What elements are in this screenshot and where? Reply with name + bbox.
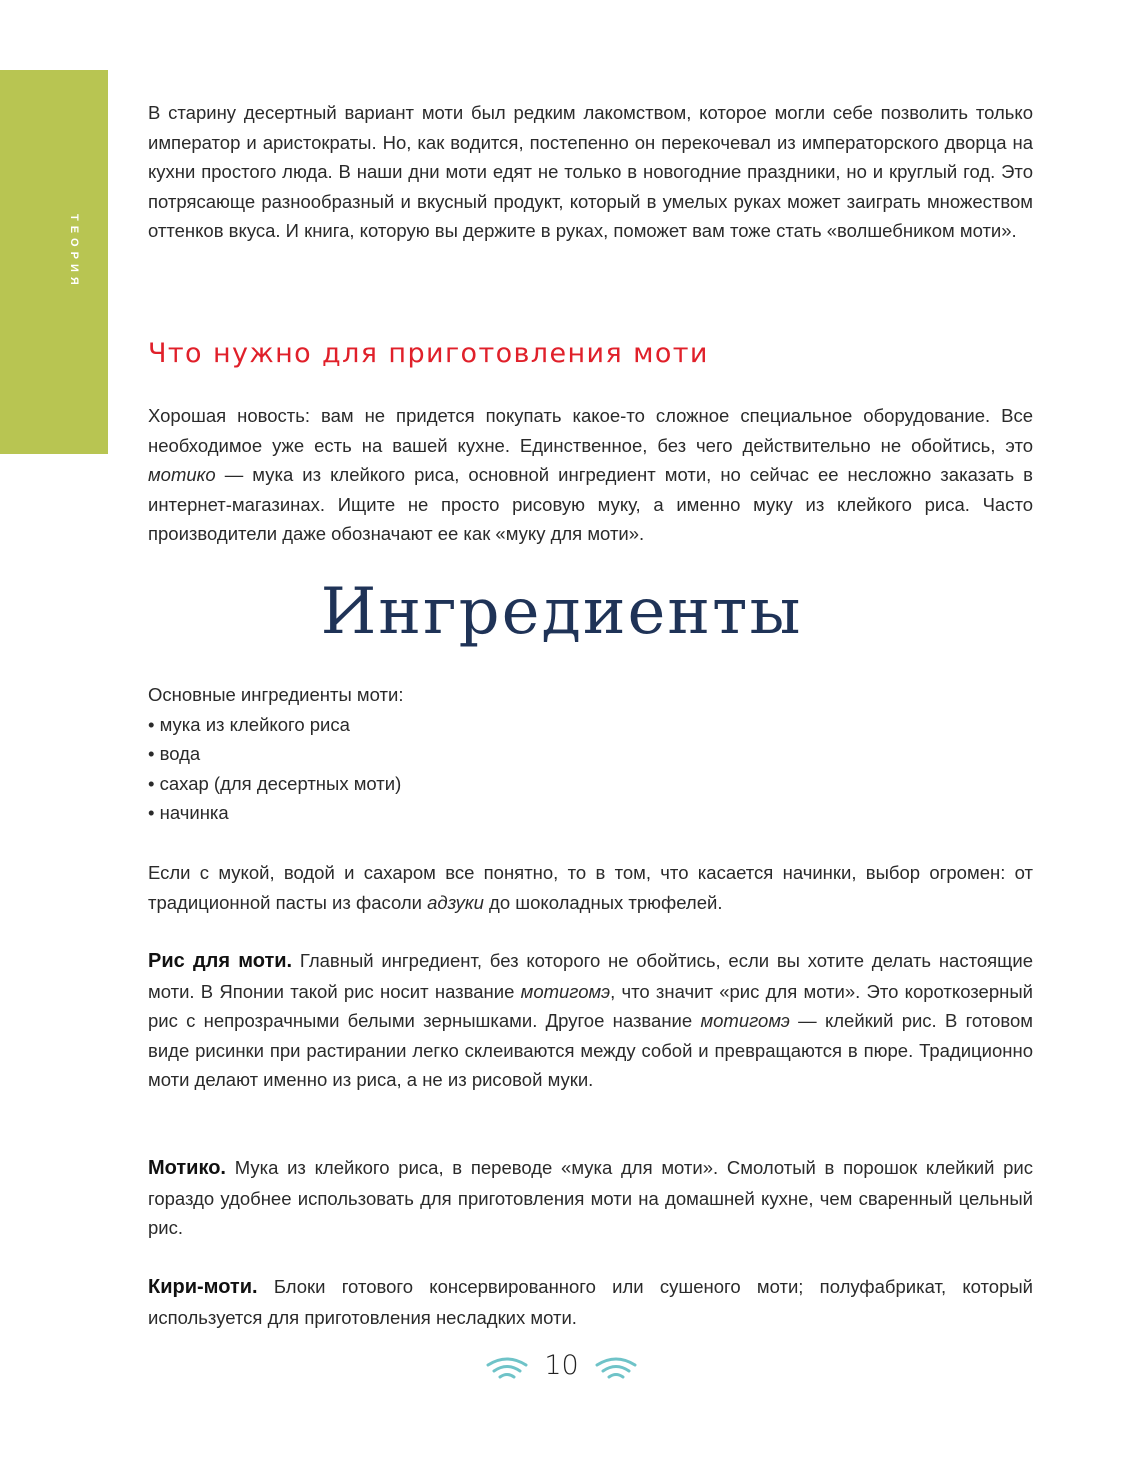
motiko-term: Мотико. [148,1157,226,1179]
page-footer [0,1346,1123,1390]
equipment-text-after: — мука из клейкого риса, основной ингредиент моти, но сейчас ее несложно заказать в интернет-магазинах. Ищите не просто рисовую муку, а именно муку из клейкого риса. Часто производители даже обозначают ее как «муку для моти». [148,464,1033,545]
equipment-term: мотико [148,464,216,486]
rice-text-1: Главный ингредиент, без которого не обойтись, если вы хотите делать настоящие моти. В Японии такой рис носит название [148,950,1033,1002]
equipment-text-before: Хорошая новость: вам не придется покупать какое-то сложное специальное оборудование. Все необходимое уже есть на вашей кухне. Единственное, без чего действительно не обойтись, это [148,405,1033,456]
list-item: • вода [148,743,201,765]
wave-icon [593,1355,639,1381]
list-item: • мука из клейкого риса [148,713,350,735]
rice-text-2: , что значит «рис для моти». Это короткозерный рис с непрозрачными белыми зернышками. Другое название [148,980,1033,1032]
ingredients-list [148,680,1033,828]
equipment-heading: Что нужно для приготовления моти [148,338,709,369]
rice-paragraph [148,946,1033,1095]
kiri-term: Кири-моти. [148,1276,258,1298]
filling-paragraph [148,858,1033,917]
rice-text-3: — клейкий рис. В готовом виде рисинки при растирании легко склеиваются между собой и превращаются в пюре. Традиционно моти делают именно из риса, а не из рисовой муки. [148,1010,1033,1091]
kiri-paragraph [148,1272,1033,1332]
page-number: 10 [544,1349,579,1381]
side-tab [0,70,108,454]
rice-italic-2: мотигомэ [700,1010,790,1032]
intro-paragraph: В старину десертный вариант моти был редким лакомством, которое могли себе позволить только император и аристократы. Но, как водится, постепенно он перекочевал из императорского дворца на кухни простого люда. В наши дни моти едят не только в новогодние праздники, но и круглый год. Это потрясающе разнообразный и вкусный продукт, который в умелых руках может заиграть множеством оттенков вкуса. И книга, которую вы держите в руках, поможет вам тоже стать «волшебником моти». [148,102,1033,242]
ingredients-intro: Основные ингредиенты моти: [148,684,404,705]
filling-text-before: Если с мукой, водой и сахаром все понятно, то в том, что касается начинки, выбор огромен: от традиционной пасты из фасоли [148,862,1033,913]
side-tab-label: ТЕОРИЯ [68,214,80,290]
list-item: • начинка [148,802,229,824]
filling-text-after: до шоколадных трюфелей. [483,891,723,913]
rice-italic-1: мотигомэ [520,980,611,1002]
filling-term: адзуки [427,891,484,913]
ingredients-heading: Ингредиенты [320,575,803,649]
list-item: • сахар (для десертных моти) [148,772,402,794]
wave-icon [484,1355,530,1381]
rice-term: Рис для моти. [148,950,293,972]
equipment-paragraph [148,401,1033,549]
kiri-text: Блоки готового консервированного или сушеного моти; полуфабрикат, который используется для приготовления несладких моти. [148,1276,1033,1328]
motiko-paragraph [148,1153,1033,1243]
motiko-text: Мука из клейкого риса, в переводе «мука для моти». Смолотый в порошок клейкий рис гораздо удобнее использовать для приготовления моти на домашней кухне, чем сваренный цельный рис. [148,1157,1033,1239]
